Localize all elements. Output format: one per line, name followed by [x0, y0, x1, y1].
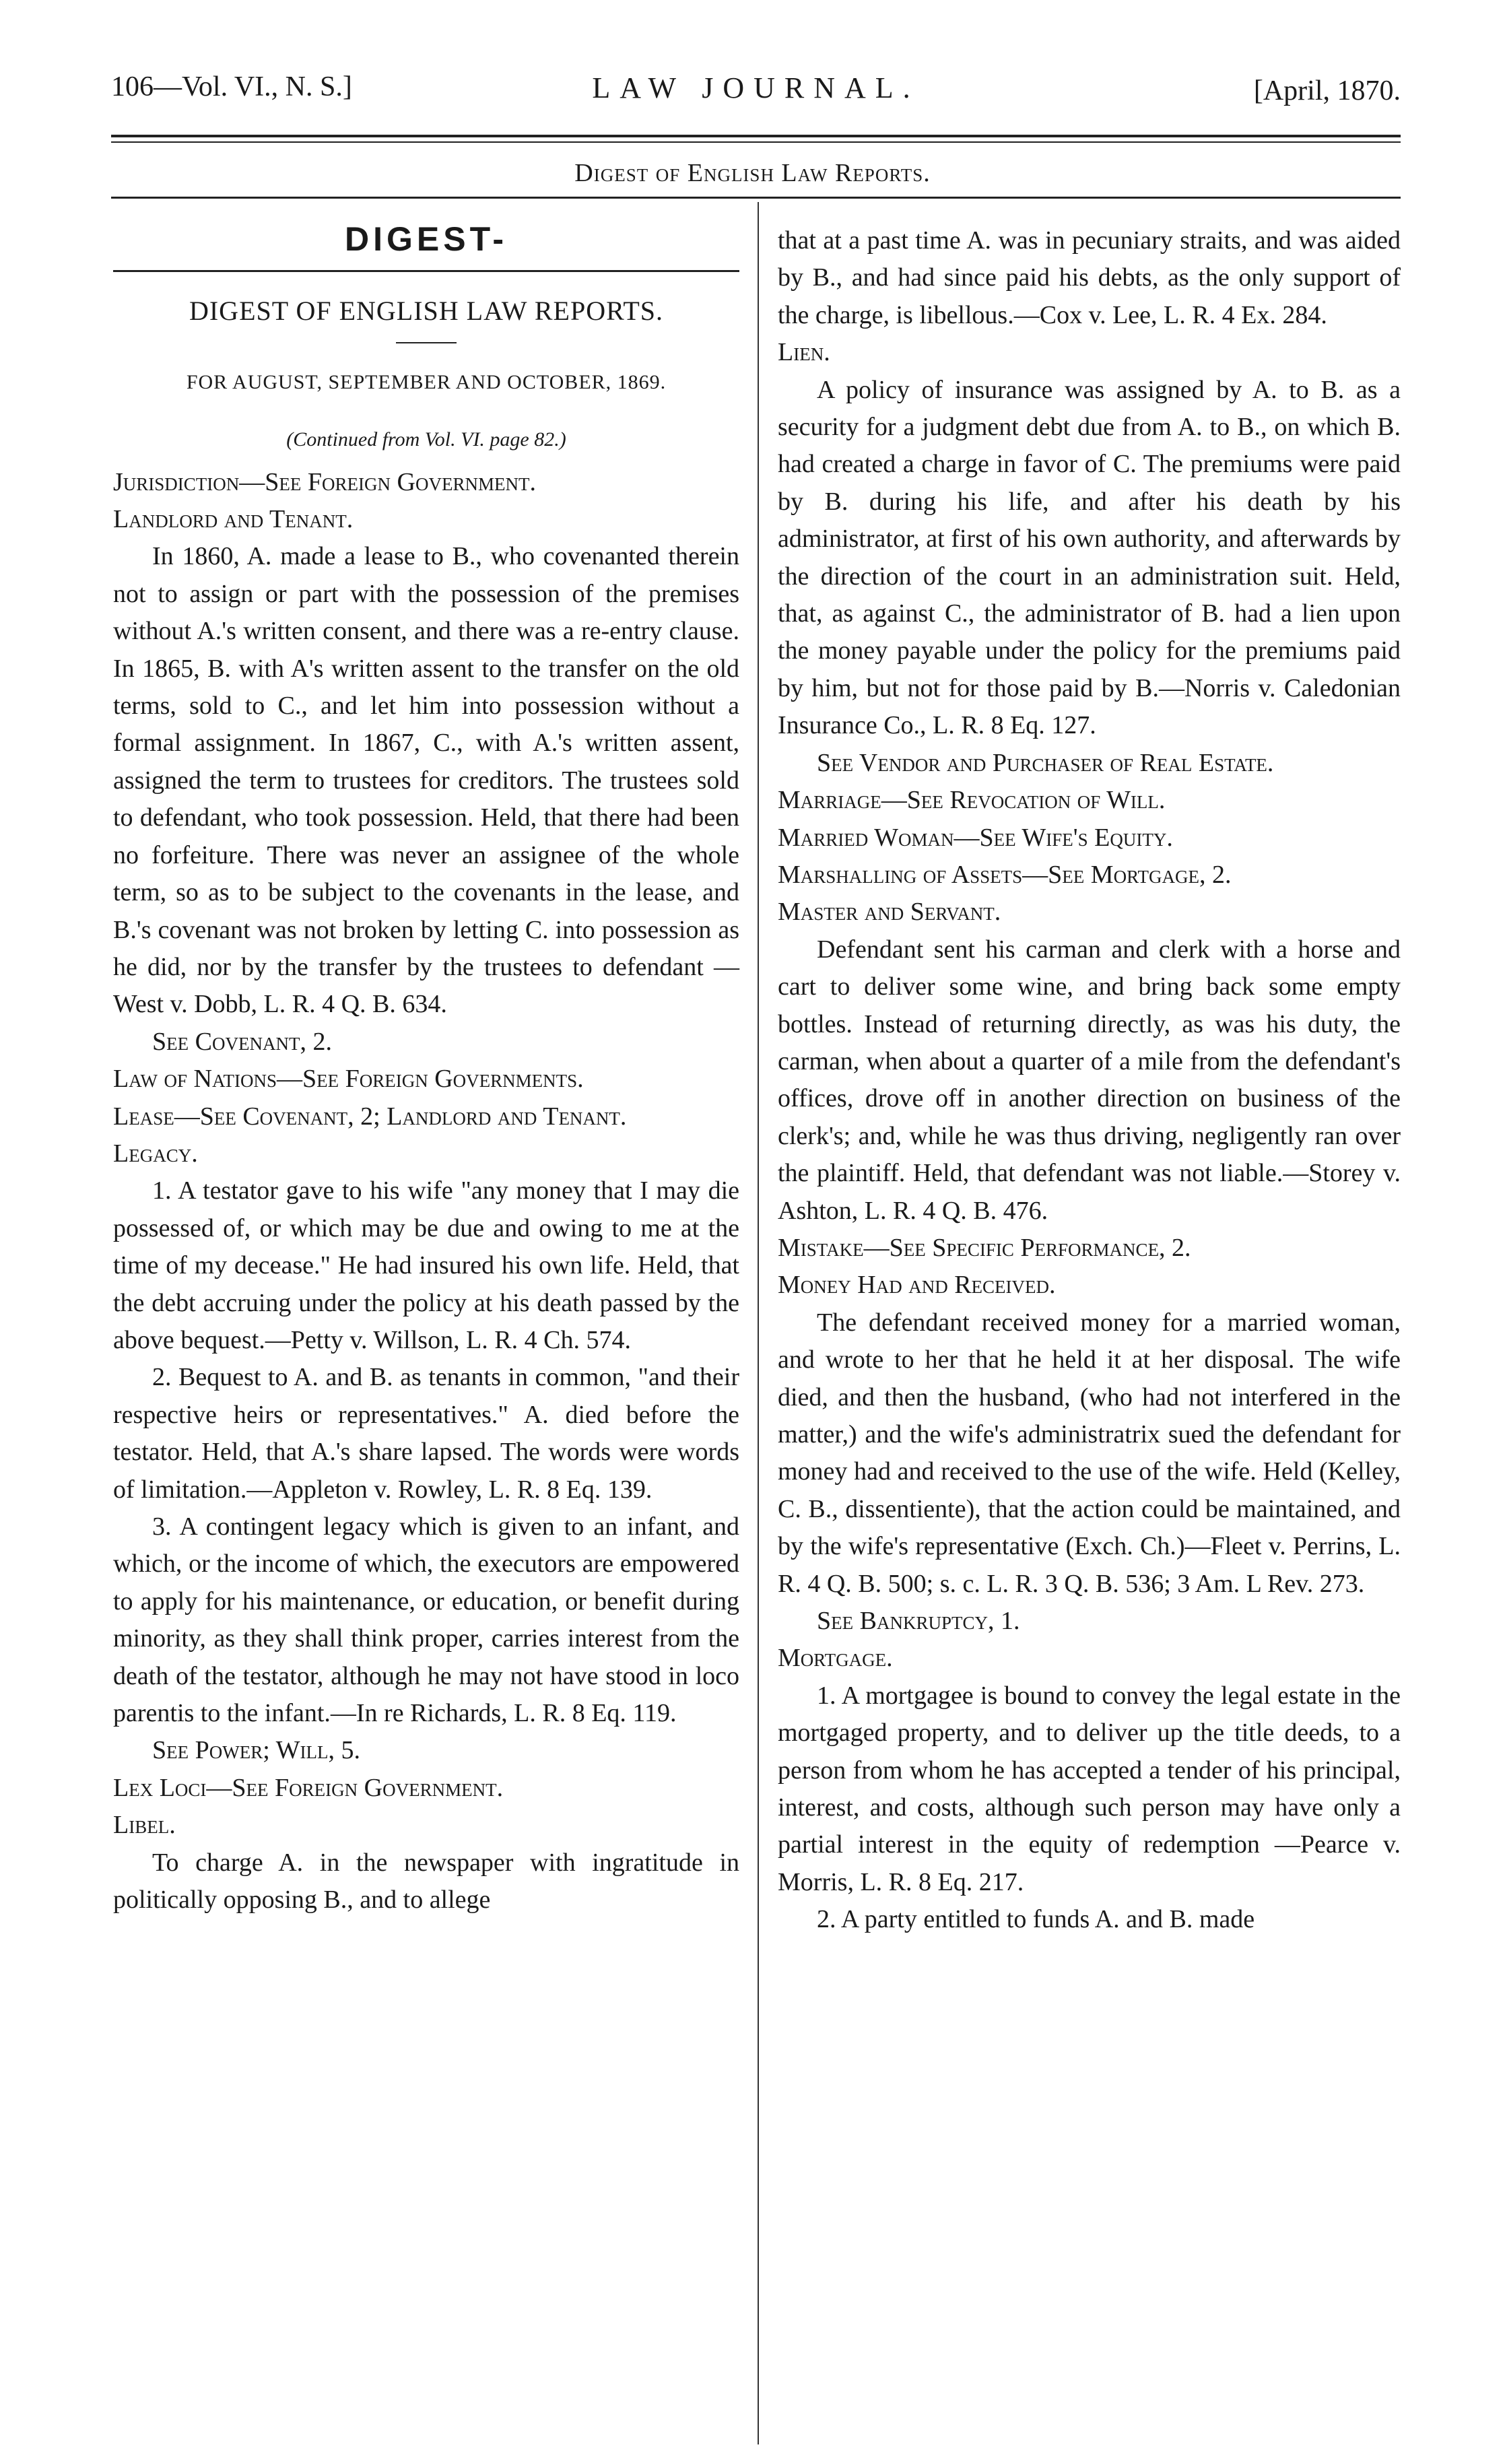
title-rule	[113, 270, 739, 272]
paragraph-master-servant: Defendant sent his carman and clerk with a horse and cart to deliver some wine, and bring back some empty bottles. Instead of returning directly, as was his duty, the carman, when about a quarter of a mile from the defendant's offices, drove off in another direction on business of the clerk's; and, while he was thus driving, negligently ran over the plaintiff. Held, that defendant was not liable.—Storey v. Ashton, L. R. 4 Q. B. 476.	[778, 935, 1401, 1225]
see-bankruptcy: See Bankruptcy, 1.	[817, 1607, 1020, 1636]
heading-master-servant: Master and Servant.	[778, 898, 1001, 927]
subhead-rule	[111, 197, 1401, 199]
paragraph-landlord-tenant: In 1860, A. made a lease to B., who covenanted therein not to assign or part with the possession of the premises without A.'s written consent, and there was a re-entry clause. In 1865, B. with A's written assent to the transfer on the old terms, sold to C., and let him into possession without a formal assignment. In 1867, C., with A.'s written assent, assigned the term to trustees for creditors. The trustees sold to defendant, who took possession. Held, that there had been no forfeiture. There was never an assignee of the whole term, so as to be subject to the covenants in the lease, and B.'s covenant was not broken by letting C. into possession as he did, nor by the transfer by the trustees to defendant — West v. Dobb, L. R. 4 Q. B. 634.	[113, 542, 739, 1019]
right-column	[778, 222, 1401, 1939]
paragraph-money-had-received: The defendant received money for a married woman, and wrote to her that he held it at her disposal. The wife died, and then the husband, (who had not interfered in the matter,) and the wife's administratrix sued the defendant for money had and received to the use of the wife. Held (Kelley, C. B., dissentiente), that the action could be maintained, and by the wife's representative (Exch. Ch.)—Fleet v. Perrins, L. R. 4 Q. B. 500; s. c. L. R. 3 Q. B. 536; 3 Am. L Rev. 273.	[778, 1308, 1401, 1598]
paragraph-libel: To charge A. in the newspaper with ingratitude in politically opposing B., and to allege	[113, 1848, 739, 1914]
paragraph-legacy-3: 3. A contingent legacy which is given to an infant, and which, or the income of which, the executors are empowered to apply for his maintenance, or education, or benefit during minority, as they shall think proper, carries interest from the death of the testator, although he may not have stood in loco parentis to the infant.—In re Richards, L. R. 8 Eq. 119.	[113, 1512, 739, 1728]
section-title: DIGEST OF ENGLISH LAW REPORTS.	[189, 296, 664, 327]
digest-title: DIGEST-	[344, 220, 508, 258]
heading-lien: Lien.	[778, 338, 830, 367]
entry-marshalling: Marshalling of Assets—See Mortgage, 2.	[778, 860, 1232, 889]
entry-marriage: Marriage—See Revocation of Will.	[778, 786, 1166, 815]
entry-mistake: Mistake—See Specific Performance, 2.	[778, 1233, 1191, 1262]
see-covenant: See Covenant, 2.	[152, 1027, 332, 1056]
heading-money-had-received: Money Had and Received.	[778, 1271, 1056, 1300]
see-vendor-purchaser: See Vendor and Purchaser of Real Estate.	[817, 748, 1274, 777]
heading-libel: Libel.	[113, 1811, 176, 1840]
short-rule	[396, 342, 457, 343]
header-rule-thin	[111, 141, 1401, 143]
page-number-volume: 106—Vol. VI., N. S.]	[111, 71, 352, 102]
heading-mortgage: Mortgage.	[778, 1644, 893, 1673]
heading-legacy: Legacy.	[113, 1139, 198, 1168]
column-divider	[758, 202, 759, 2444]
entry-married-woman: Married Woman—See Wife's Equity.	[778, 823, 1173, 852]
left-column	[113, 215, 739, 1919]
paragraph-mortgage-1: 1. A mortgagee is bound to convey the legal estate in the mortgaged property, and to deliver up the title deeds, to a person from whom he has accepted a tender of his principal, interest, and costs, although such person may have only a partial interest in the equity of redemption —Pearce v. Morris, L. R. 8 Eq. 217.	[778, 1681, 1401, 1896]
running-subhead: Digest of English Law Reports.	[574, 159, 931, 187]
entry-lex-loci: Lex Loci—See Foreign Government.	[113, 1773, 504, 1802]
entry-law-of-nations: Law of Nations—See Foreign Governments.	[113, 1065, 584, 1094]
continued-note: (Continued from Vol. VI. page 82.)	[286, 428, 566, 451]
entry-lease: Lease—See Covenant, 2; Landlord and Tenant.	[113, 1102, 627, 1131]
heading-landlord-tenant: Landlord and Tenant.	[113, 505, 354, 534]
date-line: FOR AUGUST, SEPTEMBER AND OCTOBER, 1869.	[186, 370, 667, 393]
see-power-will: See Power; Will, 5.	[152, 1736, 360, 1765]
header-rule-thick	[111, 135, 1401, 137]
page-header	[111, 71, 1401, 118]
journal-title: LAW JOURNAL.	[592, 71, 920, 104]
paragraph-legacy-1: 1. A testator gave to his wife "any money that I may die possessed of, or which may be due and owing to me at the time of my decease." He had insured his own life. Held, that the debt accruing under the policy at his death passed by the above bequest.—Petty v. Willson, L. R. 4 Ch. 574.	[113, 1176, 739, 1354]
issue-date: [April, 1870.	[1253, 75, 1401, 106]
paragraph-libel-continued: that at a past time A. was in pecuniary straits, and was aided by B., and had since paid his debts, as the only support of the charge, is libellous.—Cox v. Lee, L. R. 4 Ex. 284.	[778, 226, 1401, 329]
entry-jurisdiction: Jurisdiction—See Foreign Government.	[113, 467, 536, 496]
paragraph-legacy-2: 2. Bequest to A. and B. as tenants in common, "and their respective heirs or representatives." A. died before the testator. Held, that A.'s share lapsed. The words were words of limitation.—Appleton v. Rowley, L. R. 8 Eq. 139.	[113, 1363, 739, 1504]
paragraph-lien: A policy of insurance was assigned by A. to B. as a security for a judgment debt due from A. to B., on which B. had created a charge in favor of C. The premiums were paid by B. during his life, and after his death by his administrator, at first of his own authority, and afterwards by the direction of the court in an administration suit. Held, that, as against C., the administrator of B. had a lien upon the money payable under the policy for the premiums paid by him, but not for those paid by B.—Norris v. Caledonian Insurance Co., L. R. 8 Eq. 127.	[778, 375, 1401, 740]
paragraph-mortgage-2: 2. A party entitled to funds A. and B. made	[817, 1905, 1255, 1934]
